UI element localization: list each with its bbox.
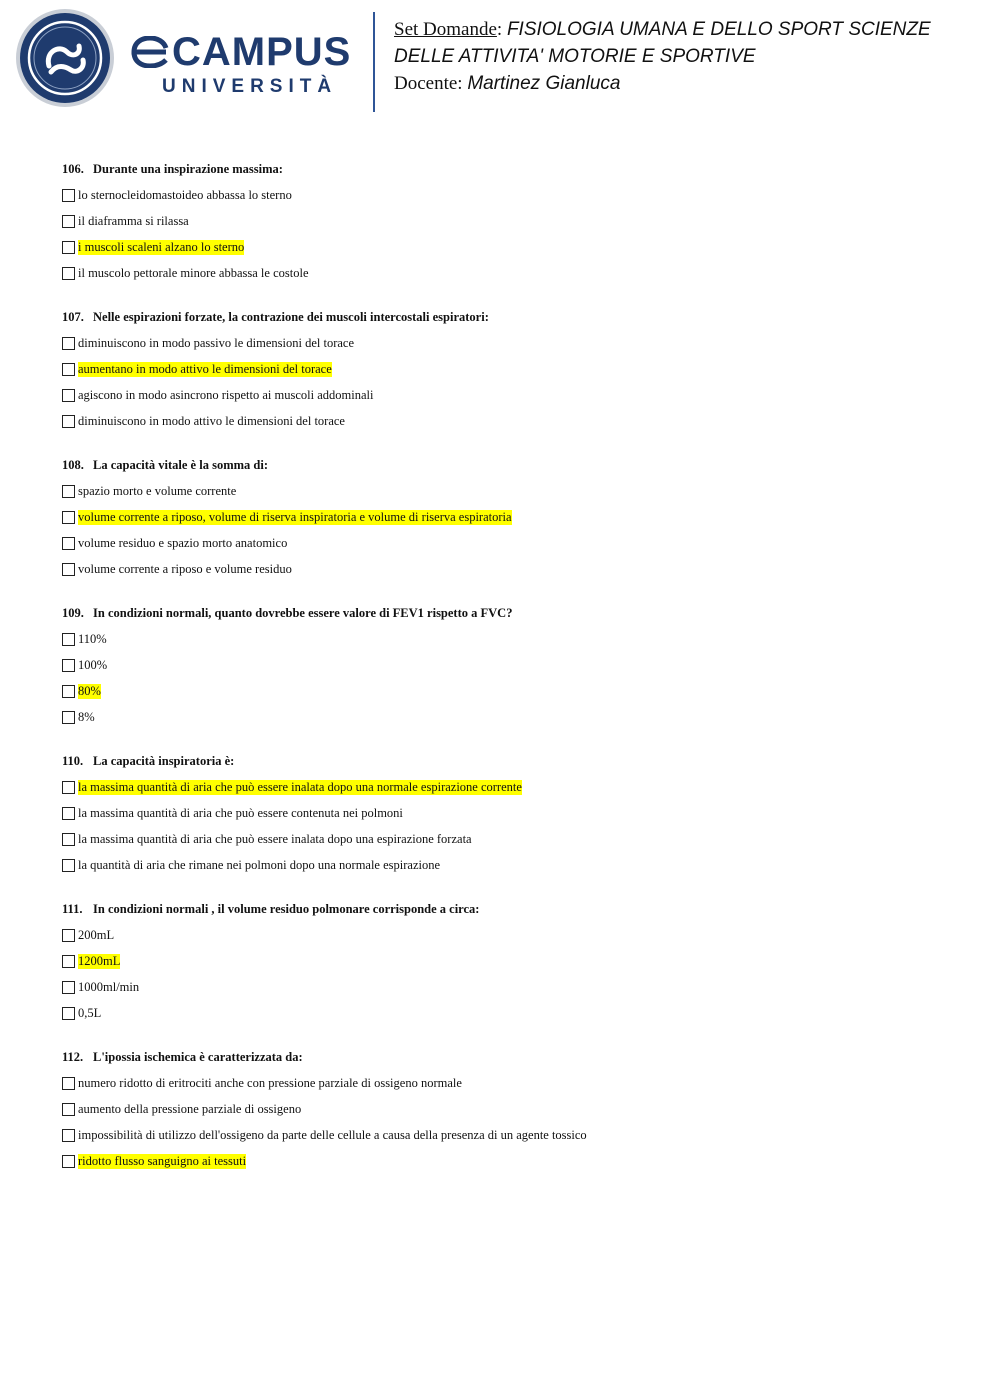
answer-option[interactable]: [62, 478, 962, 504]
answer-checkbox[interactable]: [62, 807, 75, 820]
answer-option[interactable]: [62, 530, 962, 556]
answer-option[interactable]: [62, 260, 962, 286]
answer-option[interactable]: [62, 678, 962, 704]
answer-checkbox[interactable]: [62, 781, 75, 794]
answer-checkbox[interactable]: [62, 511, 75, 524]
question-text: L'ipossia ischemica è caratterizzata da:: [93, 1050, 303, 1064]
question-block: [62, 748, 962, 878]
answer-text: 1000ml/min: [78, 979, 140, 994]
answer-option[interactable]: [62, 1096, 962, 1122]
question-text: La capacità inspiratoria è:: [93, 754, 235, 768]
answer-option[interactable]: [62, 652, 962, 678]
header-divider: [373, 12, 375, 112]
question-title: [62, 1044, 962, 1070]
answer-option[interactable]: [62, 408, 962, 434]
answer-text: la massima quantità di aria che può essere inalata dopo una espirazione forzata: [78, 831, 472, 846]
question-number: 111.: [62, 902, 83, 916]
answer-checkbox[interactable]: [62, 1155, 75, 1168]
question-number: 112.: [62, 1050, 84, 1064]
answer-checkbox[interactable]: [62, 711, 75, 724]
answer-text: 110%: [78, 631, 107, 646]
answer-checkbox[interactable]: [62, 859, 75, 872]
answer-checkbox[interactable]: [62, 267, 75, 280]
answer-checkbox[interactable]: [62, 563, 75, 576]
header-info: [394, 16, 984, 97]
answer-text-highlighted: 1200mL: [78, 953, 121, 968]
answer-option[interactable]: [62, 774, 962, 800]
answer-option[interactable]: [62, 1122, 962, 1148]
answer-checkbox[interactable]: [62, 685, 75, 698]
question-text: Nelle espirazioni forzate, la contrazione dei muscoli intercostali espiratori:: [93, 310, 489, 324]
answer-text: 8%: [78, 709, 95, 724]
brand-logo: [128, 30, 358, 98]
answer-option[interactable]: [62, 1000, 962, 1026]
question-title: [62, 600, 962, 626]
answer-text: 200mL: [78, 927, 115, 942]
answer-option[interactable]: [62, 974, 962, 1000]
answer-option[interactable]: [62, 1148, 962, 1174]
answer-text-highlighted: i muscoli scaleni alzano lo sterno: [78, 239, 245, 254]
answer-checkbox[interactable]: [62, 241, 75, 254]
answer-checkbox[interactable]: [62, 1007, 75, 1020]
answer-text: diminuiscono in modo passivo le dimensioni del torace: [78, 335, 355, 350]
answer-option[interactable]: [62, 626, 962, 652]
answer-option[interactable]: [62, 330, 962, 356]
answer-checkbox[interactable]: [62, 1077, 75, 1090]
answer-text-highlighted: aumentano in modo attivo le dimensioni del torace: [78, 361, 332, 376]
answer-option[interactable]: [62, 922, 962, 948]
answer-checkbox[interactable]: [62, 415, 75, 428]
question-text: Durante una inspirazione massima:: [93, 162, 283, 176]
document-header: [0, 0, 1000, 120]
answer-option[interactable]: [62, 948, 962, 974]
question-number: 109.: [62, 606, 84, 620]
answer-option[interactable]: [62, 800, 962, 826]
question-block: [62, 452, 962, 582]
answer-text: la quantità di aria che rimane nei polmoni dopo una normale espirazione: [78, 857, 441, 872]
answer-checkbox[interactable]: [62, 981, 75, 994]
answer-text-highlighted: la massima quantità di aria che può essere inalata dopo una normale espirazione corrente: [78, 779, 522, 794]
university-seal-logo: [15, 8, 115, 108]
question-block: [62, 304, 962, 434]
set-title-line2: DELLE ATTIVITA' MOTORIE E SPORTIVE: [394, 46, 756, 67]
questions-list: [62, 156, 962, 1192]
answer-checkbox[interactable]: [62, 929, 75, 942]
answer-text: la massima quantità di aria che può essere contenuta nei polmoni: [78, 805, 403, 820]
answer-checkbox[interactable]: [62, 955, 75, 968]
set-label: Set Domande: [394, 19, 497, 40]
answer-option[interactable]: [62, 826, 962, 852]
brand-name-visible: CAMPUS: [172, 30, 352, 74]
brand-subtext: UNIVERSITÀ: [162, 76, 338, 97]
ecampus-e-icon: [128, 36, 170, 68]
answer-text: il muscolo pettorale minore abbassa le costole: [78, 265, 309, 280]
question-title: [62, 452, 962, 478]
answer-checkbox[interactable]: [62, 389, 75, 402]
teacher-line: [394, 70, 984, 97]
answer-text: spazio morto e volume corrente: [78, 483, 237, 498]
question-title: [62, 748, 962, 774]
question-block: [62, 600, 962, 730]
answer-checkbox[interactable]: [62, 189, 75, 202]
answer-checkbox[interactable]: [62, 215, 75, 228]
answer-checkbox[interactable]: [62, 659, 75, 672]
answer-checkbox[interactable]: [62, 633, 75, 646]
answer-text-highlighted: 80%: [78, 683, 101, 698]
question-number: 108.: [62, 458, 84, 472]
answer-text: lo sternocleidomastoideo abbassa lo sterno: [78, 187, 292, 202]
question-number: 107.: [62, 310, 84, 324]
question-title: [62, 896, 962, 922]
answer-checkbox[interactable]: [62, 485, 75, 498]
answer-checkbox[interactable]: [62, 537, 75, 550]
question-block: [62, 1044, 962, 1174]
answer-text-highlighted: volume corrente a riposo, volume di riserva inspiratoria e volume di riserva espiratoria: [78, 509, 512, 524]
answer-text: il diaframma si rilassa: [78, 213, 189, 228]
answer-option[interactable]: [62, 852, 962, 878]
answer-option[interactable]: [62, 356, 962, 382]
answer-checkbox[interactable]: [62, 363, 75, 376]
answer-option[interactable]: [62, 382, 962, 408]
answer-option[interactable]: [62, 556, 962, 582]
brand-name: [128, 30, 358, 74]
answer-text: volume residuo e spazio morto anatomico: [78, 535, 288, 550]
answer-checkbox[interactable]: [62, 337, 75, 350]
set-title: FISIOLOGIA UMANA E DELLO SPORT SCIENZE: [506, 19, 931, 40]
answer-option[interactable]: [62, 1070, 962, 1096]
question-text: In condizioni normali, quanto dovrebbe essere valore di FEV1 rispetto a FVC?: [93, 606, 513, 620]
question-block: [62, 156, 962, 286]
question-title: [62, 156, 962, 182]
question-text: La capacità vitale è la somma di:: [93, 458, 268, 472]
answer-option[interactable]: [62, 234, 962, 260]
set-title-line1: [394, 16, 984, 43]
answer-text: aumento della pressione parziale di ossigeno: [78, 1101, 302, 1116]
answer-checkbox[interactable]: [62, 833, 75, 846]
answer-text: volume corrente a riposo e volume residuo: [78, 561, 292, 576]
question-number: 106.: [62, 162, 84, 176]
teacher-label: Docente:: [394, 73, 463, 94]
answer-option[interactable]: [62, 208, 962, 234]
answer-checkbox[interactable]: [62, 1129, 75, 1142]
answer-text-highlighted: ridotto flusso sanguigno ai tessuti: [78, 1153, 247, 1168]
answer-text: diminuiscono in modo attivo le dimensioni del torace: [78, 413, 345, 428]
answer-text: impossibilità di utilizzo dell'ossigeno da parte delle cellule a causa della presenza di un agente tossico: [78, 1127, 587, 1142]
set-colon: :: [496, 19, 503, 40]
answer-option[interactable]: [62, 182, 962, 208]
answer-text: 100%: [78, 657, 108, 672]
question-number: 110.: [62, 754, 84, 768]
question-text: In condizioni normali , il volume residuo polmonare corrisponde a circa:: [93, 902, 480, 916]
question-block: [62, 896, 962, 1026]
teacher-name: Martinez Gianluca: [467, 73, 621, 94]
question-title: [62, 304, 962, 330]
answer-text: 0,5L: [78, 1005, 102, 1020]
answer-text: agiscono in modo asincrono rispetto ai muscoli addominali: [78, 387, 374, 402]
answer-option[interactable]: [62, 704, 962, 730]
answer-text: numero ridotto di eritrociti anche con pressione parziale di ossigeno normale: [78, 1075, 462, 1090]
answer-checkbox[interactable]: [62, 1103, 75, 1116]
answer-option[interactable]: [62, 504, 962, 530]
